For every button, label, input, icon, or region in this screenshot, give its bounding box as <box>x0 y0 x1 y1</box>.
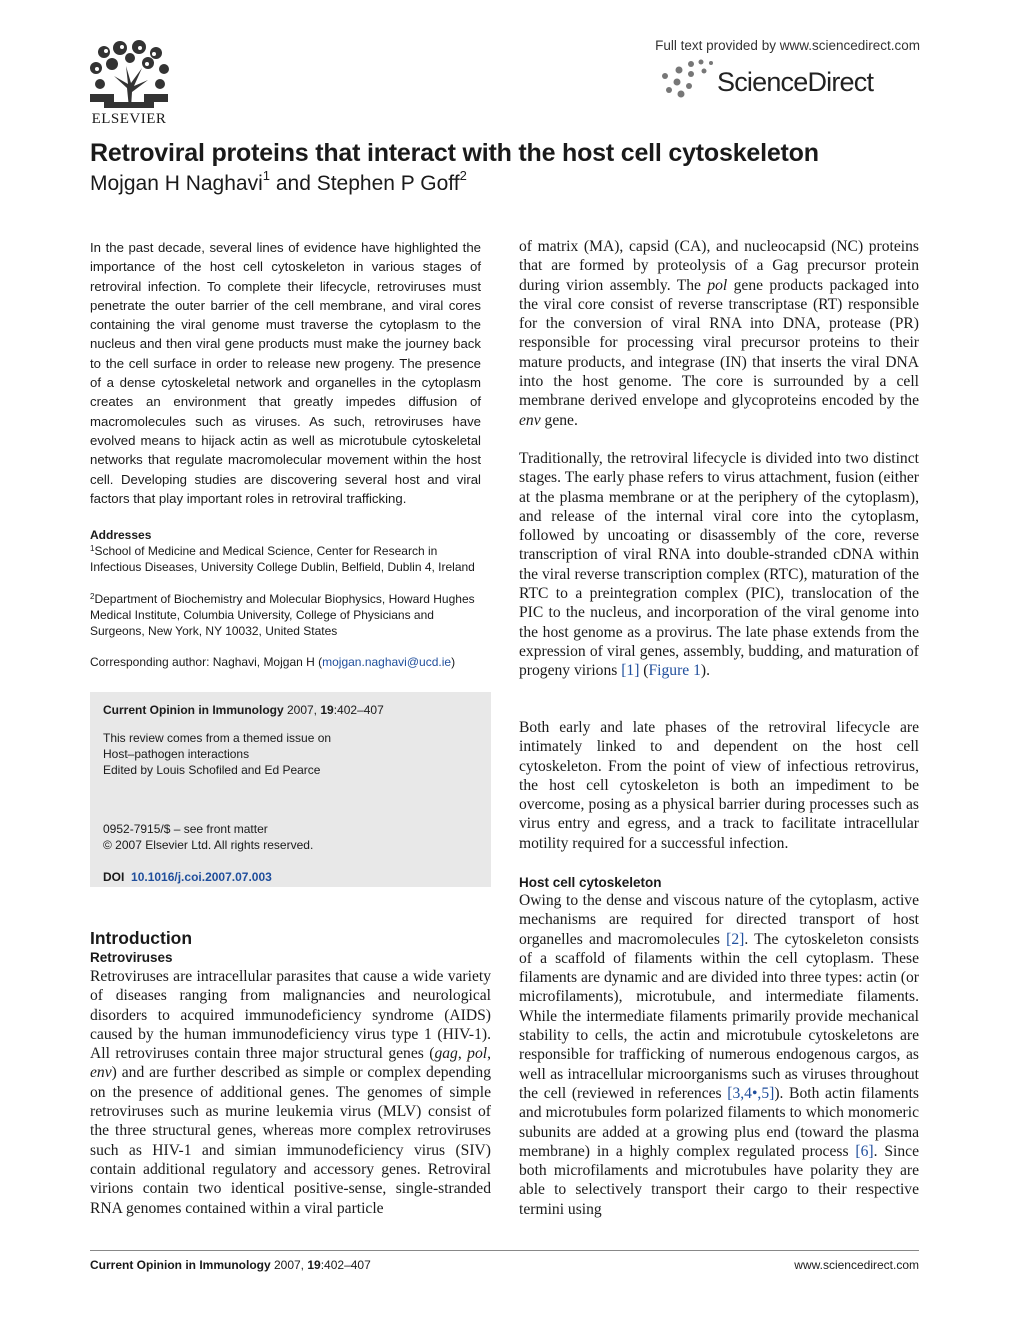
info-theme-line-2: Host–pathogen interactions <box>103 747 250 761</box>
ref-2-link[interactable]: [2] <box>726 930 745 948</box>
info-theme-line-1: This review comes from a themed issue on <box>103 731 332 745</box>
host-text-3: ). Both actin filaments and microtubules form polarized filaments to which monomeric subunits are added at a growing plus end (toward the plasma membrane) in a highly complex regulated process <box>519 1084 919 1160</box>
fulltext-note: Full text provided by www.sciencedirect.com <box>655 38 920 53</box>
info-theme-line-3: Edited by Louis Schofiled and Ed Pearce <box>103 763 321 777</box>
author-1: Mojgan H Naghavi <box>90 172 263 195</box>
host-text-1: Owing to the dense and viscous nature of the cytoplasm, active mechanisms are required for directed transport of host organelles and macromolecules <box>519 892 919 948</box>
footer-citation <box>90 1258 371 1272</box>
gene-env-right: env <box>519 411 541 429</box>
info-volume: 19 <box>320 703 334 717</box>
author-line <box>90 168 930 196</box>
lifecycle-paragraph <box>519 449 919 681</box>
address-1 <box>90 544 481 576</box>
ref-6-link[interactable]: [6] <box>855 1142 874 1160</box>
lifecycle-text-2: ( <box>639 662 649 680</box>
phases-paragraph: Both early and late phases of the retroviral lifecycle are intimately linked to and dependent on the host cell cytoskeleton. From the point of view of infectious retrovirus, the host cell cytoskeleton is both an impediment to be overcome, posing as a physical barrier during processes such as virus entry and egress, and a track to facilitate intracellular motility required for a successful infection. <box>519 719 919 852</box>
footer-year: 2007, <box>270 1258 308 1272</box>
article-info-box <box>90 692 491 887</box>
address-1-number: 1 <box>90 544 95 553</box>
retroviruses-paragraph <box>90 967 491 1218</box>
footer-pages: :402–407 <box>320 1258 371 1272</box>
gene-gag: gag <box>434 1045 458 1063</box>
virion-text-1: of matrix (MA), capsid (CA), and nucleocapsid (NC) proteins that are formed by proteolysis of a Gag precursor protein during virion assembly. The <box>519 238 919 294</box>
info-rights <box>103 821 483 853</box>
address-2-text: Department of Biochemistry and Molecular Biophysics, Howard Hughes Medical Institute, Columbia University, College of Physicians and Surgeons, New York, NY 10032, United States <box>90 592 475 638</box>
info-doi <box>103 869 483 885</box>
info-theme <box>103 730 483 778</box>
address-1-text: School of Medicine and Medical Science, Center for Research in Infectious Diseases, University College Dublin, Belfield, Dublin 4, Ireland <box>90 544 475 574</box>
abstract: In the past decade, several lines of evidence have highlighted the importance of the host cell cytoskeleton in various stages of retroviral infection. To complete their lifecycle, retroviruses must penetrate the outer barrier of the cell membrane, and viral cores containing the viral genome must traverse the cytoplasm to the nucleus and then viral gene products must make the journey back to the cell surface in order to release new progeny. The presence of a dense cytoskeletal network and organelles in the cytoplasm creates an environment that greatly impedes diffusion of macromolecules such as viruses. As such, retroviruses have evolved means to hijack actin as well as microtubule cytoskeletal networks that regulate macromolecular movement within the host cell. Developing studies are discovering several host and viral factors that play important roles in retroviral trafficking. <box>90 240 481 506</box>
figure-1-link[interactable]: Figure 1 <box>648 662 701 680</box>
doi-link[interactable]: 10.1016/j.coi.2007.07.003 <box>131 870 272 884</box>
host-text-2: . The cytoskeleton consists of a scaffold of filaments within the cell cytoplasm. These filaments are dynamic and are divided into three types: actin (or microfilaments), microtubule, and intermediate filaments. While the intermediate filaments primarily provide mechanical stability to cells, the actin and microtubule cytoskeletons are responsible for trafficking of numerous endogenous cargos, as well as intracellular microorganisms such as viruses throughout the cell (reviewed in references <box>519 930 919 1102</box>
gene-pol-right: pol <box>707 276 728 294</box>
virion-text-2: gene products packaged into the viral core consist of reverse transcriptase (RT) responsible for the conversion of viral RNA into DNA, protease (PR) responsible for processing viral precursor proteins to their mature products, and integrase (IN) that inserts the viral DNA into the host genome. The core is surrounded by a cell membrane derived envelope and glycoproteins encoded by the <box>519 276 919 410</box>
corresponding-prefix: Corresponding author: Naghavi, Mojgan H ( <box>90 655 323 669</box>
retro-comma-1: , <box>457 1045 468 1063</box>
corresponding-author <box>90 655 481 669</box>
publisher-name: ELSEVIER <box>91 111 167 127</box>
info-copyright: © 2007 Elsevier Ltd. All rights reserved. <box>103 838 314 852</box>
article-title: Retroviral proteins that interact with the host cell cytoskeleton <box>90 139 819 167</box>
footer-divider <box>90 1250 919 1251</box>
info-journal: Current Opinion in Immunology <box>103 703 284 717</box>
lifecycle-text-3: ). <box>700 662 711 680</box>
brand-name: ScienceDirect <box>717 67 874 97</box>
ref-3-4-5-link[interactable]: [3,4•,5] <box>727 1084 775 1102</box>
host-cytoskeleton-heading: Host cell cytoskeleton <box>519 875 662 890</box>
retro-text-2: ) and are further described as simple or complex depending on the presence of additional genes. The genomes of simple retroviruses such as murine leukemia virus (MLV) consist of the three structural genes, whereas more complex retroviruses such as HIV-1 and simian immunodeficiency virus (SIV) contain additional regulatory and accessory genes. Retroviral virions contain two identical positive-sense, single-stranded RNA genomes contained within a viral particle <box>90 1064 491 1217</box>
host-text-4: . Since both microfilaments and microtubules have polarity they are able to selectively transport their cargo to their respective termini using <box>519 1142 919 1218</box>
corresponding-suffix: ) <box>451 655 456 669</box>
retroviruses-subheading: Retroviruses <box>90 950 173 965</box>
address-2-number: 2 <box>90 592 95 601</box>
author-conjunction: and <box>270 172 317 195</box>
virion-paragraph <box>519 237 919 430</box>
info-citation <box>103 702 483 718</box>
footer-url[interactable]: www.sciencedirect.com <box>794 1258 919 1272</box>
footer-volume: 19 <box>307 1258 321 1272</box>
retro-comma-2: , <box>487 1045 491 1063</box>
virion-text-3: gene. <box>540 411 578 429</box>
address-2 <box>90 592 481 639</box>
author-2-affiliation: 2 <box>459 168 467 183</box>
footer-journal: Current Opinion in Immunology <box>90 1258 271 1272</box>
retro-text-1: Retroviruses are intracellular parasites that cause a wide variety of diseases ranging from malignancies and neurological disorders to acquired immunodeficiency syndrome (AIDS) caused by the human immunodeficiency virus type 1 (HIV-1). All retroviruses contain three major structural genes ( <box>90 968 491 1063</box>
ref-1-link[interactable]: [1] <box>621 662 640 680</box>
addresses-heading: Addresses <box>90 528 152 542</box>
author-2: Stephen P Goff <box>316 172 460 195</box>
host-cytoskeleton-paragraph <box>519 891 919 1219</box>
corresponding-email-link[interactable]: mojgan.naghavi@ucd.ie <box>322 655 452 669</box>
gene-env: env <box>90 1064 112 1082</box>
info-year: 2007, <box>283 703 321 717</box>
gene-pol: pol <box>467 1045 488 1063</box>
author-1-affiliation: 1 <box>262 168 270 183</box>
doi-label: DOI <box>103 870 125 884</box>
lifecycle-text-1: Traditionally, the retroviral lifecycle is divided into two distinct stages. The early phase refers to virus attachment, fusion (either at the plasma membrane or at the periphery of the cytoplasm), and release of the internal viral core into the cytoplasm, followed by uncoating or disassembly of the core, reverse transcription of viral RNA into double-stranded cDNA within the viral reverse transcription complex (RTC), maturation of the RTC to a preintegration complex (PIC), translocation of the PIC to the nucleus, and incorporation of the viral genome into the host genome as a provirus. The late phase extends from the expression of viral genes, assembly, budding, and maturation of progeny virions <box>519 450 919 680</box>
introduction-heading: Introduction <box>90 928 193 948</box>
info-pages: :402–407 <box>333 703 384 717</box>
info-issn: 0952-7915/$ – see front matter <box>103 822 268 836</box>
